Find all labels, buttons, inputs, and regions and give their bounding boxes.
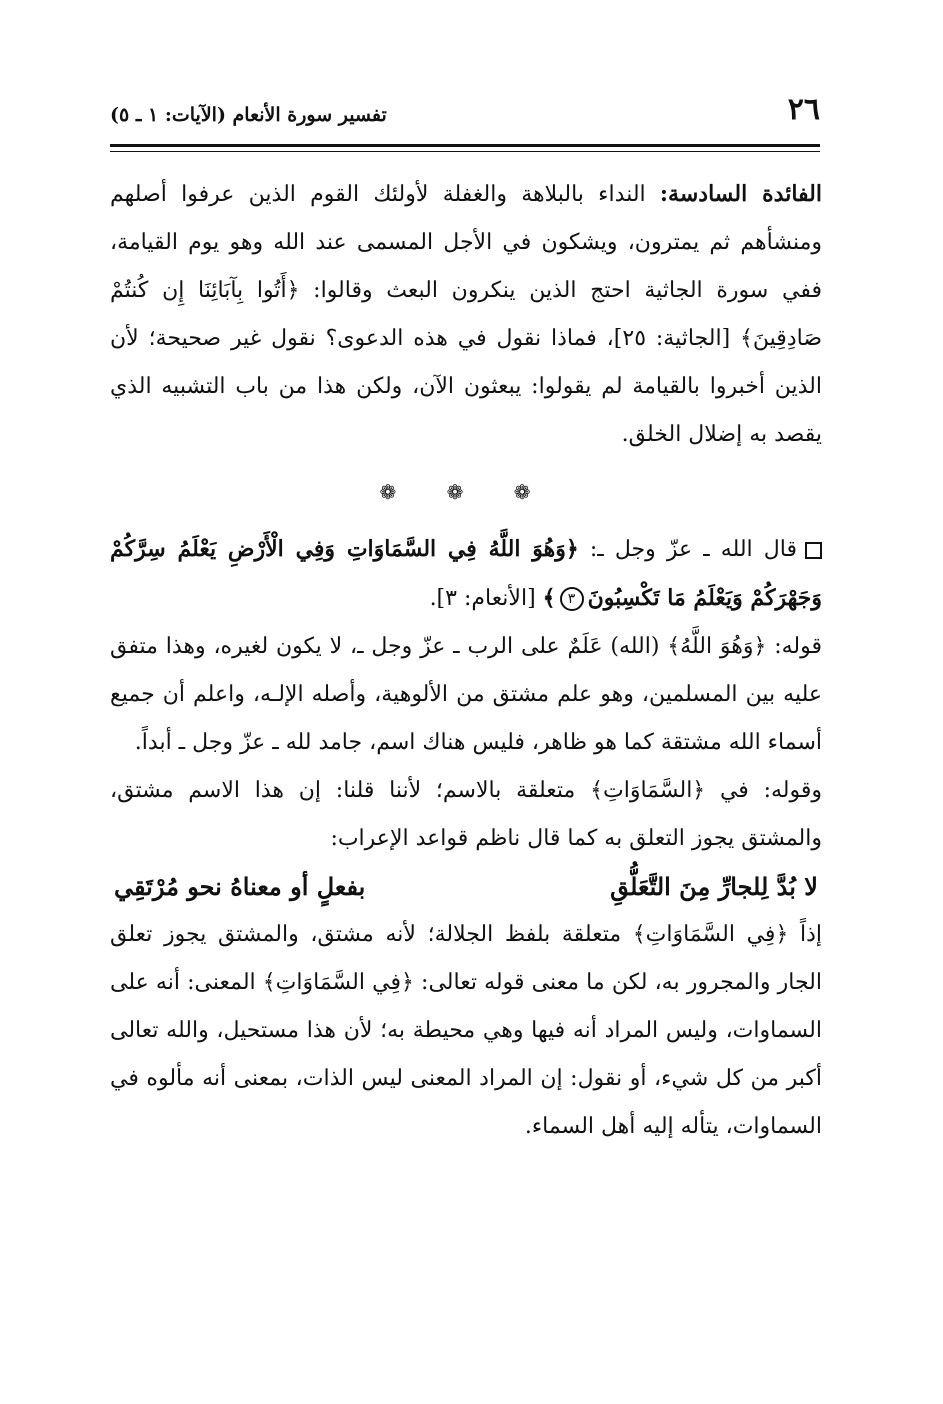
section-separator: ❁ ❁ ❁ [379, 480, 553, 504]
verse-number-marker: ٣ [560, 587, 584, 611]
verse-reference: [الأنعام: ٣]. [429, 586, 543, 611]
square-bullet-icon [805, 542, 822, 559]
paragraph-explanation: قوله: ﴿وَهُوَ اللَّهُ﴾ (الله) عَلَمٌ على الرب ـ عزّ وجل ـ، لا يكون لغيره، وهذا متفق عليه بين المسلمين، وهو علم مشتق من الألوهية، وأصله الإلـه، واعلم أن جميع أسماء الله مشتقة كما هو ظاهر، فليس هناك اسم، جامد لله ـ عزّ وجل ـ أبداً. [110, 634, 822, 755]
paragraph-samawat: وقوله: في ﴿السَّمَاوَاتِ﴾ متعلقة بالاسم؛ لأننا قلنا: إن هذا الاسم مشتق، والمشتق يجوز التعلق به كما قال ناظم قواعد الإعراب: [110, 778, 822, 851]
header-rule-thin [110, 151, 820, 152]
verse-block [110, 525, 822, 623]
running-title: تفسير سورة الأنعام (الآيات: ١ ـ ٥) [110, 104, 387, 126]
poem-second-hemistich: بفعلٍ أو معناهُ نحو مُرْتَقِي [114, 872, 366, 901]
paragraph-benefit-six [110, 170, 822, 459]
paragraph-final: إذاً ﴿فِي السَّمَاوَاتِ﴾ متعلقة بلفظ الجلالة؛ لأنه مشتق، والمشتق يجوز تعلق الجار والمجرور به، لكن ما معنى قوله تعالى: ﴿فِي السَّمَاوَاتِ﴾ المعنى: أنه على السماوات، وليس المراد أنه فيها وهي محيطة به؛ لأن هذا مستحيل، والله تعالى أكبر من كل شيء، أو نقول: إن المراد المعنى ليس الذات، بمعنى أنه مألوه في السماوات، يتأله إليه أهل السماء. [110, 922, 822, 1139]
benefit-heading: الفائدة السادسة: [659, 181, 822, 207]
poem-verse [110, 863, 822, 911]
quran-verse: ﴿وَهُوَ اللَّهُ فِي السَّمَاوَاتِ وَفِي الْأَرْضِ يَعْلَمُ سِرَّكُمْ وَجَهْرَكُمْ وَيَعْلَمُ مَا تَكْسِبُونَ [110, 536, 822, 611]
verse-close-bracket: ﴾ [542, 585, 556, 611]
benefit-text: النداء بالبلاهة والغفلة لأولئك القوم الذين عرفوا أصلهم ومنشأهم ثم يمترون، ويشكون في الأجل المسمى عند الله وهو يوم القيامة، ففي سورة الجاثية احتج الذين ينكرون البعث وقالوا: ﴿أَتُوا بِآبَائِنَا إِن كُنتُمْ صَادِقِينَ﴾ [الجاثية: ٢٥]، فماذا نقول في هذه الدعوى؟ نقول غير صحيحة؛ لأن الذين أخبروا بالقيامة لم يقولوا: يبعثون الآن، ولكن هذا من باب التشبيه الذي يقصد به إضلال الخلق. [110, 182, 823, 447]
poem-first-hemistich: لا بُدَّ لِلجارِّ مِنَ التَّعَلُّقِ [610, 872, 818, 901]
page-header [110, 92, 820, 144]
header-rule-thick [110, 144, 820, 147]
page-body [110, 170, 822, 1151]
verse-intro: قال الله ـ عزّ وجل ـ: [578, 537, 797, 562]
page-number: ٢٦ [787, 92, 820, 127]
